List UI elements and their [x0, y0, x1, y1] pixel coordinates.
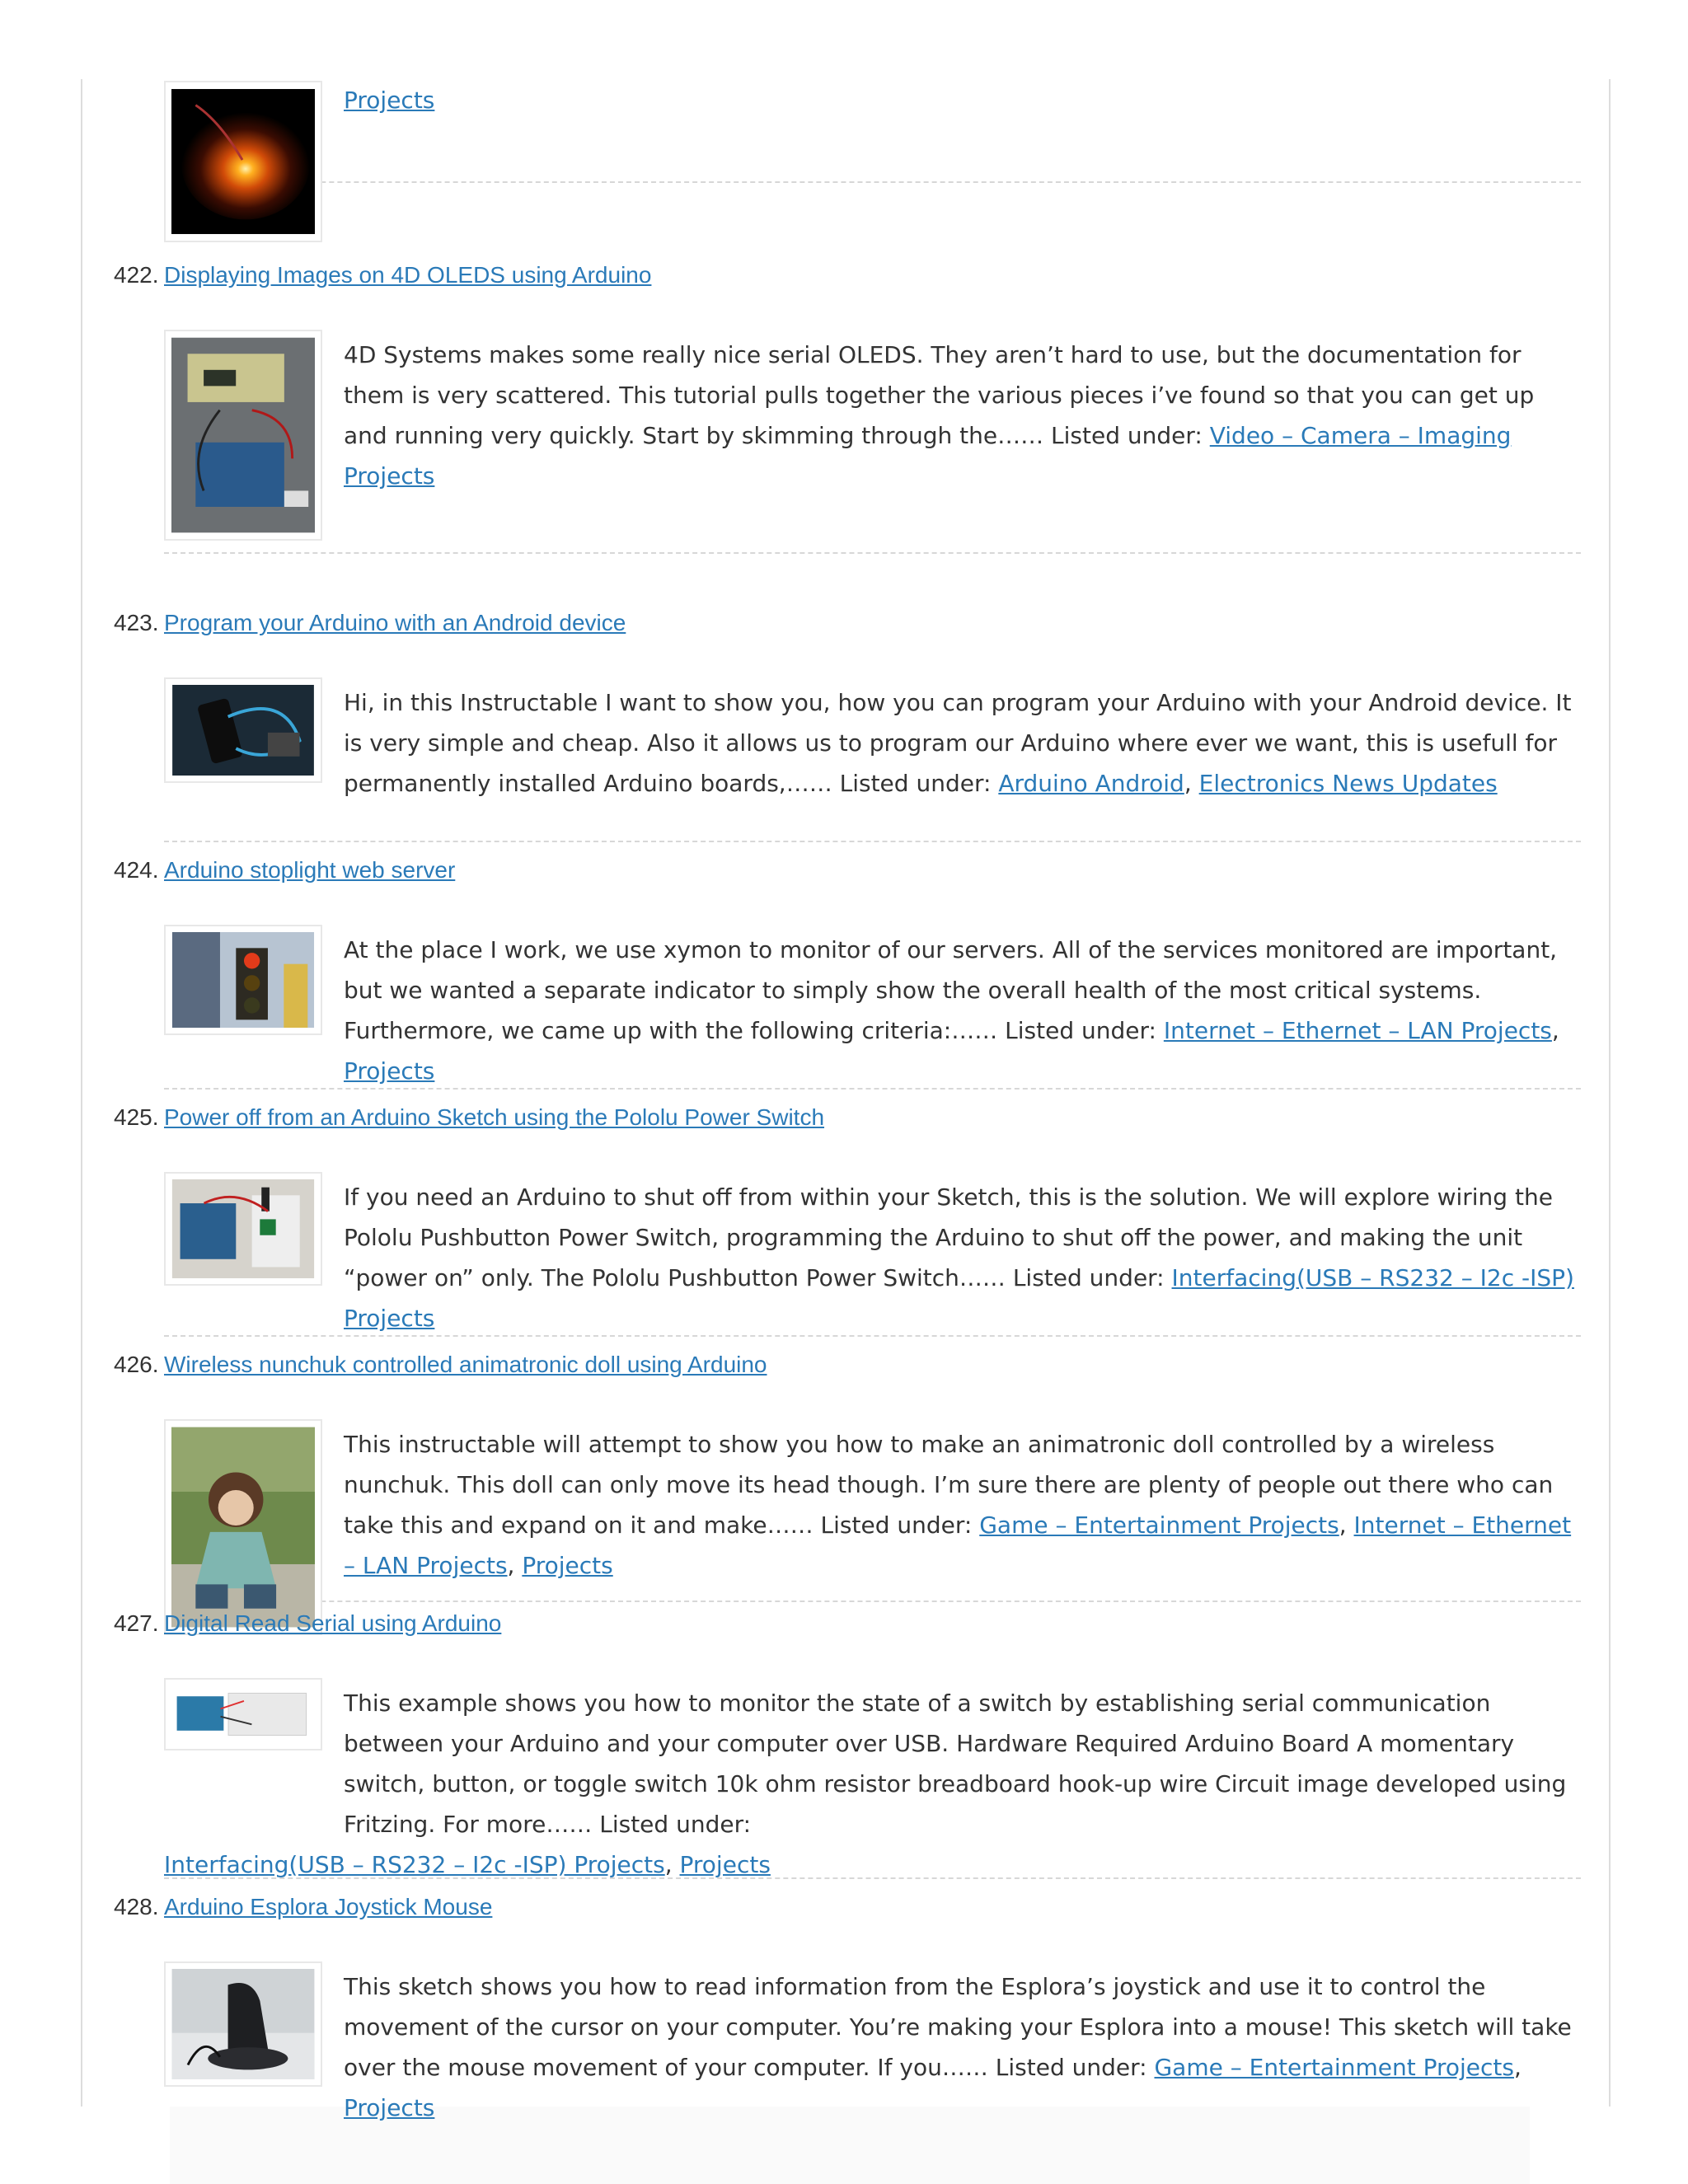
- entry-body: [164, 335, 1581, 554]
- list-item: [114, 1604, 1581, 1879]
- listed-under-label: Listed under:: [1005, 1017, 1156, 1044]
- entry-body: [164, 1424, 1581, 1602]
- list-item-partial: [114, 81, 1581, 183]
- item-number: 425.: [114, 1104, 159, 1130]
- entry-body: [164, 1177, 1581, 1337]
- joystick-mouse-image: [171, 1969, 315, 2079]
- category-link[interactable]: Game – Entertainment Projects: [979, 1511, 1339, 1539]
- android-phone-image: [171, 685, 315, 776]
- project-thumbnail[interactable]: [164, 677, 322, 783]
- list-item: [114, 1345, 1581, 1602]
- project-thumbnail[interactable]: [164, 1678, 322, 1750]
- listed-under-label: Listed under:: [839, 770, 992, 797]
- entry-body: [164, 1966, 1581, 2121]
- item-title-link[interactable]: Displaying Images on 4D OLEDS using Arduino: [164, 262, 652, 288]
- item-heading: [114, 1887, 1581, 1927]
- item-heading: [114, 255, 1581, 295]
- arduino-breadboard-image: [171, 1685, 315, 1743]
- item-title-link[interactable]: Wireless nunchuk controlled animatronic doll using Arduino: [164, 1352, 767, 1377]
- item-number: 426.: [114, 1352, 159, 1377]
- description-text: This sketch shows you how to read information from the Esplora’s joystick and use it to control the movement of the cursor on your computer. You’re making your Esplora into a mouse! This sketch will take over the mouse movement of your computer. If you……: [344, 1973, 1572, 2081]
- item-title-link[interactable]: Arduino Esplora Joystick Mouse: [164, 1894, 493, 1919]
- entry-body: [164, 81, 1581, 183]
- description-text: At the place I work, we use xymon to monitor of our servers. All of the services monitored are important, but we wanted a separate indicator to simply show the overall health of the most critical systems. Furthermore, we came up with the following criteria:……: [344, 936, 1558, 1044]
- listed-under-label: Listed under:: [995, 2054, 1147, 2081]
- item-heading: [114, 851, 1581, 890]
- category-link[interactable]: Interfacing(USB – RS232 – I2c -ISP) Projects: [164, 1851, 665, 1878]
- project-thumbnail[interactable]: [164, 330, 322, 541]
- project-thumbnail[interactable]: [164, 1961, 322, 2087]
- project-list: [114, 81, 1581, 2121]
- power-switch-image: [171, 1179, 315, 1278]
- item-title-link[interactable]: Arduino stoplight web server: [164, 857, 456, 883]
- item-description: [344, 1177, 1581, 1338]
- animatronic-doll-image: [171, 1427, 315, 1628]
- list-item: [114, 851, 1581, 1090]
- list-item: [114, 1098, 1581, 1337]
- category-link[interactable]: Projects: [522, 1552, 613, 1579]
- glowing-led-image: [171, 88, 315, 235]
- listed-under-label: Listed under:: [599, 1811, 752, 1838]
- item-description: This sketch shows you how to read information from the Esplora’s joystick and use it to control the movement of the cursor on your computer. You’re making your Esplora into a mouse! This sketch will take over the mouse movement of your computer. If you…… Listed under: Game – Entertainment Projects, Projects: [344, 1973, 1572, 2121]
- category-link[interactable]: Electronics News Updates: [1198, 770, 1498, 797]
- category-link[interactable]: Projects: [344, 87, 435, 114]
- item-number: 428.: [114, 1894, 159, 1919]
- item-description: Hi, in this Instructable I want to show you, how you can program your Arduino with your Android device. It is very simple and cheap. Also it allows us to program our Arduino where ever we want, this is usefull for permanently installed Arduino boards,…… Listed under: Arduino Android, Electronics News Updates: [344, 689, 1572, 797]
- description-text: This instructable will attempt to show you how to make an animatronic doll controlled by a wireless nunchuk. This doll can only move its head though. I’m sure there are plenty of people out there who can take this and expand on it and make……: [344, 1431, 1554, 1539]
- listed-under-label: Listed under:: [1051, 422, 1203, 449]
- category-link[interactable]: Internet – Ethernet – LAN Projects: [344, 1511, 1572, 1579]
- item-title-link[interactable]: Program your Arduino with an Android device: [164, 610, 626, 635]
- project-thumbnail[interactable]: [164, 925, 322, 1035]
- item-heading: [114, 1604, 1581, 1643]
- stoplight-image: [171, 932, 315, 1028]
- list-item: [114, 1887, 1581, 2121]
- item-heading: [114, 1345, 1581, 1385]
- description-text: If you need an Arduino to shut off from within your Sketch, this is the solution. We will explore wiring the Pololu Pushbutton Power Switch, programming the Arduino to shut off the power, and making the unit “power on” only. The Pololu Pushbutton Power Switch……: [344, 1183, 1553, 1291]
- project-thumbnail[interactable]: [164, 81, 322, 242]
- description-text: 4D Systems makes some really nice serial OLEDS. They aren’t hard to use, but the documentation for them is very scattered. This tutorial pulls together the various pieces i’ve found so that you can get up and running very quickly. Start by skimming through the……: [344, 341, 1535, 449]
- list-item: [114, 603, 1581, 842]
- listed-under-label: Listed under:: [820, 1511, 973, 1539]
- item-description: [344, 81, 1581, 120]
- list-item: [114, 255, 1581, 554]
- item-heading: [114, 1098, 1581, 1137]
- item-number: 423.: [114, 610, 159, 635]
- item-description: At the place I work, we use xymon to monitor of our servers. All of the services monitored are important, but we wanted a separate indicator to simply show the overall health of the most critical systems. Furthermore, we came up with the following criteria:…… Listed under: Internet – Ethernet – LAN Projects, Projects: [344, 936, 1559, 1085]
- category-link[interactable]: Projects: [679, 1851, 771, 1878]
- entry-body: [164, 682, 1581, 842]
- item-title-link[interactable]: Power off from an Arduino Sketch using the Pololu Power Switch: [164, 1104, 825, 1130]
- item-description: [344, 1683, 1581, 1844]
- item-title-link[interactable]: Digital Read Serial using Arduino: [164, 1610, 502, 1636]
- category-link[interactable]: Interfacing(USB – RS232 – I2c -ISP) Projects: [344, 1264, 1574, 1332]
- oled-board-image: [171, 337, 315, 533]
- category-link[interactable]: Internet – Ethernet – LAN Projects: [1163, 1017, 1552, 1044]
- category-link[interactable]: Arduino Android: [998, 770, 1184, 797]
- item-heading: [114, 603, 1581, 643]
- category-link[interactable]: Game – Entertainment Projects: [1154, 2054, 1514, 2081]
- entry-body: [164, 1683, 1581, 1879]
- item-description: This instructable will attempt to show you how to make an animatronic doll controlled by a wireless nunchuk. This doll can only move its head though. I’m sure there are plenty of people out there who can take this and expand on it and make…… Listed under: Game – Entertainment Projects, Internet – Ethernet – LAN Projects, Projects: [344, 1431, 1572, 1579]
- description-text: This example shows you how to monitor the state of a switch by establishing serial communication between your Arduino and your computer over USB. Hardware Required Arduino Board A momentary switch, button, or toggle switch 10k ohm resistor breadboard hook-up wire Circuit image developed using Fritzing. For more……: [344, 1690, 1567, 1838]
- category-link[interactable]: Projects: [344, 1057, 435, 1085]
- item-number: 422.: [114, 262, 159, 288]
- entry-body: [164, 930, 1581, 1090]
- description-text: Hi, in this Instructable I want to show you, how you can program your Arduino with your Android device. It is very simple and cheap. Also it allows us to program our Arduino where ever we want, this is usefull for permanently installed Arduino boards,……: [344, 689, 1572, 797]
- item-description: [344, 335, 1581, 496]
- item-number: 427.: [114, 1610, 159, 1636]
- category-link[interactable]: Video – Camera – Imaging Projects: [344, 422, 1512, 490]
- category-link[interactable]: Projects: [344, 2094, 435, 2121]
- project-thumbnail[interactable]: [164, 1172, 322, 1286]
- item-number: 424.: [114, 857, 159, 883]
- listed-under-label: Listed under:: [1012, 1264, 1165, 1291]
- item-categories: Interfacing(USB – RS232 – I2c -ISP) Projects, Projects: [164, 1851, 771, 1878]
- project-thumbnail[interactable]: [164, 1419, 322, 1635]
